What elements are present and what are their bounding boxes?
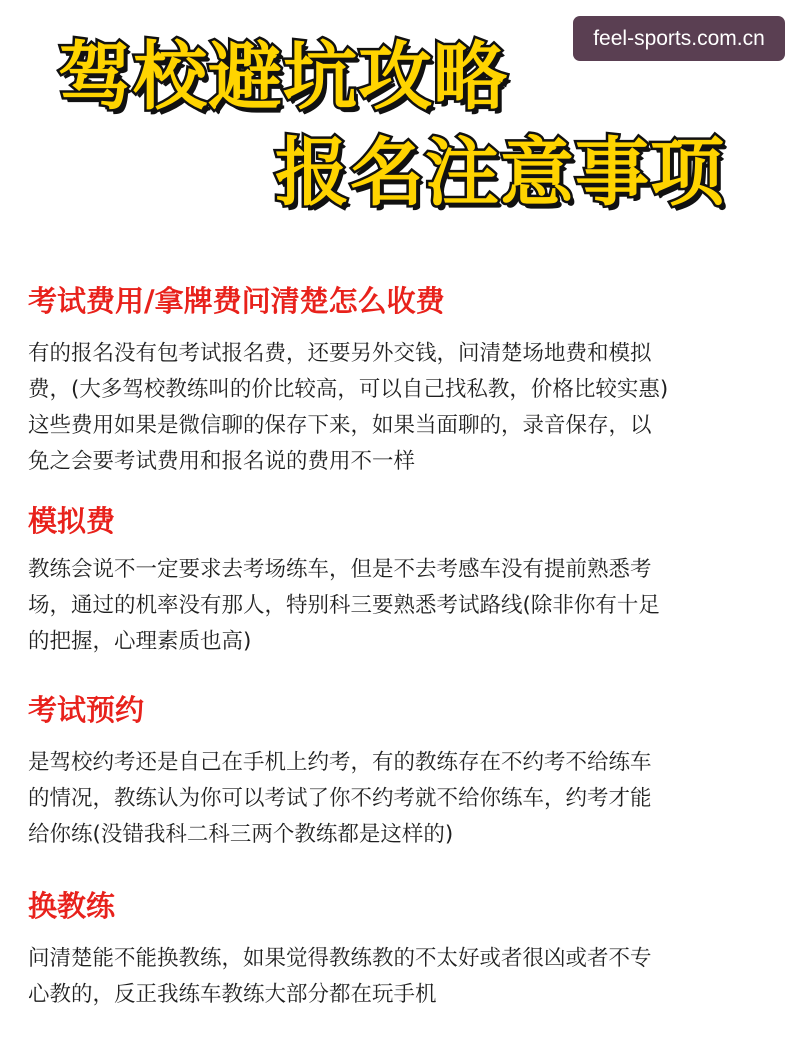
section-exam-booking bbox=[28, 691, 776, 853]
page-title-line-2: 报名注意事项 bbox=[275, 130, 725, 216]
section-change-coach bbox=[28, 887, 776, 1013]
section-body bbox=[28, 941, 776, 1013]
body-line: 问清楚能不能换教练，如果觉得教练教的不太好或者很凶或者不专 bbox=[28, 946, 652, 971]
section-body bbox=[28, 745, 776, 853]
section-heading: 考试预约 bbox=[28, 693, 145, 727]
body-line: 免之会要考试费用和报名说的费用不一样 bbox=[28, 449, 416, 474]
body-line: 给你练(没错我科二科三两个教练都是这样的) bbox=[28, 822, 454, 847]
section-body bbox=[28, 552, 776, 660]
section-simulation-fee bbox=[28, 502, 776, 660]
body-line: 场，通过的机率没有那人，特别科三要熟悉考试路线(除非你有十足 bbox=[28, 593, 660, 618]
page-title-line-1: 驾校避坑攻略 bbox=[58, 34, 508, 120]
section-heading: 考试费用/拿牌费问清楚怎么收费 bbox=[28, 284, 445, 318]
section-heading: 模拟费 bbox=[28, 504, 116, 538]
watermark-badge: feel-sports.com.cn bbox=[573, 16, 785, 61]
section-body bbox=[28, 336, 776, 480]
body-line: 的情况，教练认为你可以考试了你不约考就不给你练车，约考才能 bbox=[28, 786, 652, 811]
body-line: 心教的，反正我练车教练大部分都在玩手机 bbox=[28, 982, 437, 1007]
body-line: 这些费用如果是微信聊的保存下来，如果当面聊的，录音保存，以 bbox=[28, 413, 652, 438]
body-line: 是驾校约考还是自己在手机上约考，有的教练存在不约考不给练车 bbox=[28, 750, 652, 775]
body-line: 费，(大多驾校教练叫的价比较高，可以自己找私教，价格比较实惠) bbox=[28, 377, 669, 402]
body-line: 教练会说不一定要求去考场练车，但是不去考感车没有提前熟悉考 bbox=[28, 557, 652, 582]
body-line: 的把握，心理素质也高) bbox=[28, 629, 252, 654]
section-heading: 换教练 bbox=[28, 889, 116, 923]
body-line: 有的报名没有包考试报名费，还要另外交钱，问清楚场地费和模拟 bbox=[28, 341, 652, 366]
section-exam-fees bbox=[28, 282, 776, 480]
